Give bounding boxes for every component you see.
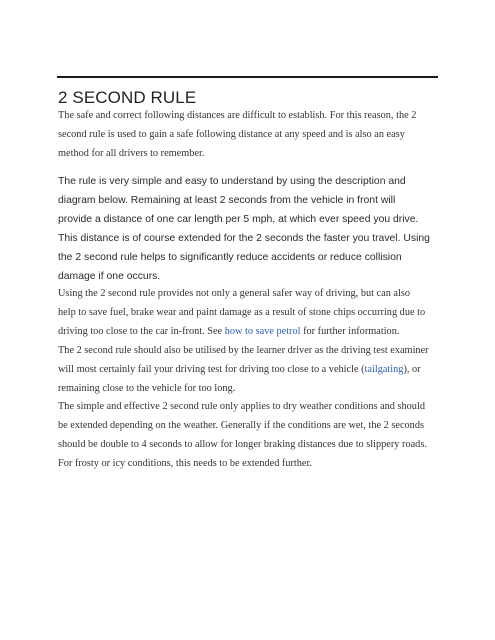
tailgating-link[interactable]: tailgating bbox=[364, 364, 404, 375]
learner-text: will most certainly fail your driving test for driving too close to a vehicle ( bbox=[58, 364, 365, 375]
intro-line: The safe and correct following distances are difficult to establish. For this reason, the 2 bbox=[58, 110, 417, 121]
top-divider bbox=[57, 76, 438, 78]
benefits-text: for further information. bbox=[300, 326, 400, 337]
how-to-save-petrol-link[interactable]: how to save petrol bbox=[224, 326, 301, 337]
intro-line: method for all drivers to remember. bbox=[58, 148, 205, 159]
description-line: provide a distance of one car length per 5 mph, at which ever speed you drive. bbox=[58, 214, 419, 225]
benefits-line: help to save fuel, brake wear and paint damage as a result of stone chips occurring due to bbox=[58, 307, 426, 318]
description-line: diagram below. Remaining at least 2 seconds from the vehicle in front will bbox=[58, 195, 396, 206]
weather-line: For frosty or icy conditions, this needs to be extended further. bbox=[58, 458, 312, 469]
weather-line: should be double to 4 seconds to allow for longer braking distances due to slippery roads. bbox=[58, 439, 427, 450]
description-line: the 2 second rule helps to significantly reduce accidents or reduce collision bbox=[58, 252, 402, 263]
learner-line bbox=[58, 364, 421, 375]
benefits-line: Using the 2 second rule provides not only a general safer way of driving, but can also bbox=[58, 288, 410, 299]
description-line: damage if one occurs. bbox=[58, 271, 161, 282]
benefits-line bbox=[58, 326, 399, 337]
learner-line: remaining close to the vehicle for too long. bbox=[58, 383, 236, 394]
description-line: The rule is very simple and easy to understand by using the description and bbox=[58, 176, 406, 187]
description-line: This distance is of course extended for the 2 seconds the faster you travel. Using bbox=[58, 233, 430, 244]
weather-line: be extended depending on the weather. Generally if the conditions are wet, the 2 seconds bbox=[58, 420, 424, 431]
benefits-text: driving too close to the car in-front. See bbox=[58, 326, 225, 337]
learner-line: The 2 second rule should also be utilised by the learner driver as the driving test examiner bbox=[58, 345, 429, 356]
intro-line: second rule is used to gain a safe following distance at any speed and is also an easy bbox=[58, 129, 405, 140]
weather-line: The simple and effective 2 second rule only applies to dry weather conditions and should bbox=[58, 401, 425, 412]
page-title: 2 SECOND RULE bbox=[58, 88, 197, 107]
learner-text: ), or bbox=[403, 364, 421, 375]
